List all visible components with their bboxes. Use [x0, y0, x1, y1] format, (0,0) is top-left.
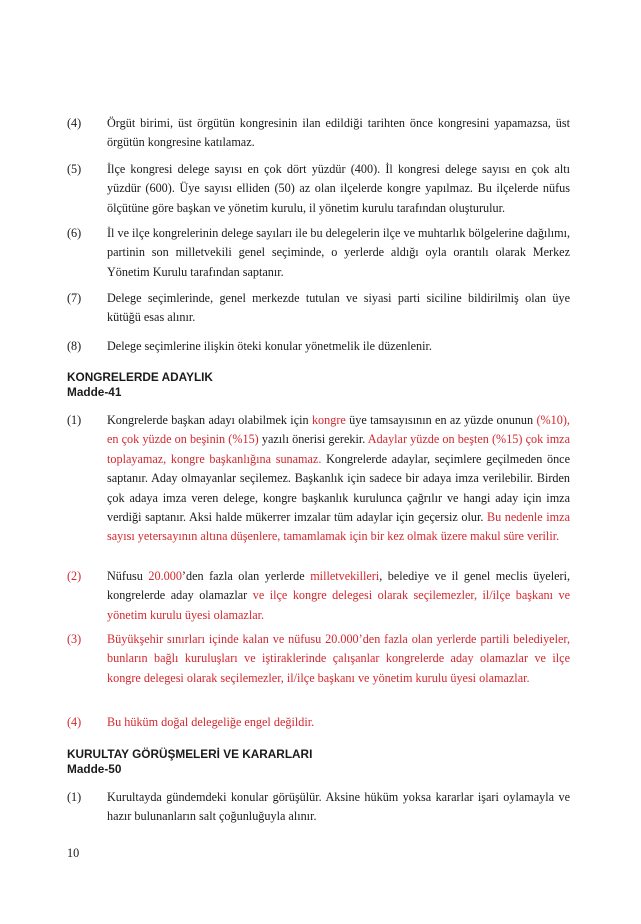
paragraph-3-adaylik [67, 630, 570, 688]
amended-text: kongre [311, 413, 346, 427]
paragraph-number: (3) [67, 632, 82, 646]
body-text: İl ve ilçe kongrelerinin delege sayıları ile bu delegelerin ilçe ve muhtarlık bölgelerine dağılımı, partinin son milletvekili genel seçiminde, o yerlerde aldığı oyla orantılı olarak Merkez Yönetim Kurulu tarafından saptanır. [107, 226, 570, 279]
section-title: KONGRELERDE ADAYLIK [67, 370, 213, 384]
paragraph-4-adaylik [67, 713, 570, 732]
body-text: , belediye ve il genel meclis üyeleri, kongrelerde aday olamazlar [107, 569, 571, 603]
paragraph-1-kurultay [67, 788, 570, 827]
paragraph-text [107, 114, 570, 153]
paragraph-number: (1) [67, 413, 82, 427]
section-title: KURULTAY GÖRÜŞMELERİ VE KARARLARI [67, 747, 313, 761]
paragraph-text [107, 337, 570, 356]
paragraph-text [107, 713, 570, 732]
paragraph-number: (6) [67, 226, 82, 240]
body-text: Örgüt birimi, üst örgütün kongresinin ilan edildiği tarihten önce kongresini yapamazsa, üst örgütün kongresine katılamaz. [107, 116, 570, 150]
paragraph-1-adaylik [67, 411, 570, 547]
paragraph-text [107, 567, 570, 625]
amended-text: Büyükşehir sınırları içinde kalan ve nüfusu 20.000’den fazla olan yerlerde partili belediyeler, bunların bağlı kuruluşları ve iştiraklerinde çalışanlar kongrelerde aday olamazlar ve ilçe kongre delegesi olarak seçilemezler, il/ilçe başkanı ve yönetim kurulu üyesi olamazlar. [107, 632, 570, 685]
paragraph-number: (7) [67, 291, 82, 305]
amended-text: ve ilçe kongre delegesi olarak seçilemezler, il/ilçe başkanı ve yönetim kurulu üyesi olamazlar. [107, 588, 570, 622]
body-text: Delege seçimlerinde, genel merkezde tutulan ve siyasi parti siciline bildirilmiş olan üye kütüğü esas alınır. [107, 291, 570, 325]
paragraph-text [107, 788, 570, 827]
body-text: Nüfusu [107, 569, 149, 583]
paragraph-7-top [67, 289, 570, 328]
paragraph-text [107, 411, 570, 547]
paragraph-text [107, 224, 570, 282]
amended-text: Bu hüküm doğal delegeliğe engel değildir. [107, 715, 315, 729]
body-text: Kongrelerde adaylar, seçimlere geçilmeden önce saptanır. Aday olmayanlar seçilemez. Başkanlık için sadece bir adaya imza verilebilir. Birden çok adaya imza veren delege, kongre başkanlık kurulunca çağrılır ve hangi aday için imza verdiği saptanır. Aksi halde mükerrer imzalar tüm adaylar için geçersiz olur. [107, 451, 570, 525]
paragraph-text [107, 630, 570, 688]
body-text: Kongrelerde başkan adayı olabilmek için [107, 413, 312, 427]
amended-text: Bu nedenle imza sayısı yetersayının altına düşenlere, tamamlamak için bir kez olmak üzere makul süre verilir. [107, 510, 570, 544]
paragraph-5-top [67, 160, 570, 218]
paragraph-number: (2) [67, 569, 82, 583]
paragraph-text [107, 160, 570, 218]
amended-text: (%10), en çok yüzde on beşinin (%15) [107, 413, 570, 447]
amended-text: milletvekilleri [310, 569, 380, 583]
paragraph-number: (8) [67, 339, 82, 353]
section-heading [67, 370, 213, 400]
body-text: ’den fazla olan yerlerde [181, 569, 311, 583]
paragraph-number: (5) [67, 162, 82, 176]
body-text: yazılı önerisi gerekir. [258, 432, 368, 447]
paragraph-2-adaylik [67, 567, 570, 625]
paragraph-6-top [67, 224, 570, 282]
paragraph-8-top [67, 337, 570, 356]
paragraph-number: (1) [67, 790, 82, 804]
body-text: İlçe kongresi delege sayısı en çok dört yüzdür (400). İl kongresi delege sayısı en çok altı yüzdür (600). Üye sayısı elliden (50) az olan ilçelerde kongre yapılmaz. Bu ilçelerde nüfus ölçütüne göre başkan ve yönetim kurulu, il yönetim kurulu tarafından oluşturulur. [107, 162, 570, 215]
body-text: Kurultayda gündemdeki konular görüşülür. Aksine hüküm yoksa kararlar işari oylamayla ve hazır bulunanların salt çoğunluğuyla alınır. [107, 790, 570, 824]
amended-text: 20.000 [148, 569, 182, 583]
body-text: Delege seçimlerine ilişkin öteki konular yönetmelik ile düzenlenir. [107, 339, 432, 353]
page-number: 10 [67, 846, 80, 860]
paragraph-number: (4) [67, 715, 82, 729]
article-number: Madde-41 [67, 385, 122, 399]
section-heading [67, 747, 312, 777]
paragraph-4-top [67, 114, 570, 153]
article-number: Madde-50 [67, 762, 122, 776]
paragraph-number: (4) [67, 116, 82, 130]
amended-text: Adaylar yüzde on beşten (%15) çok imza toplayamaz, kongre başkanlığına sunamaz. [107, 432, 571, 466]
body-text: üye tamsayısının en az yüzde onunun [345, 413, 537, 427]
paragraph-text [107, 289, 570, 328]
